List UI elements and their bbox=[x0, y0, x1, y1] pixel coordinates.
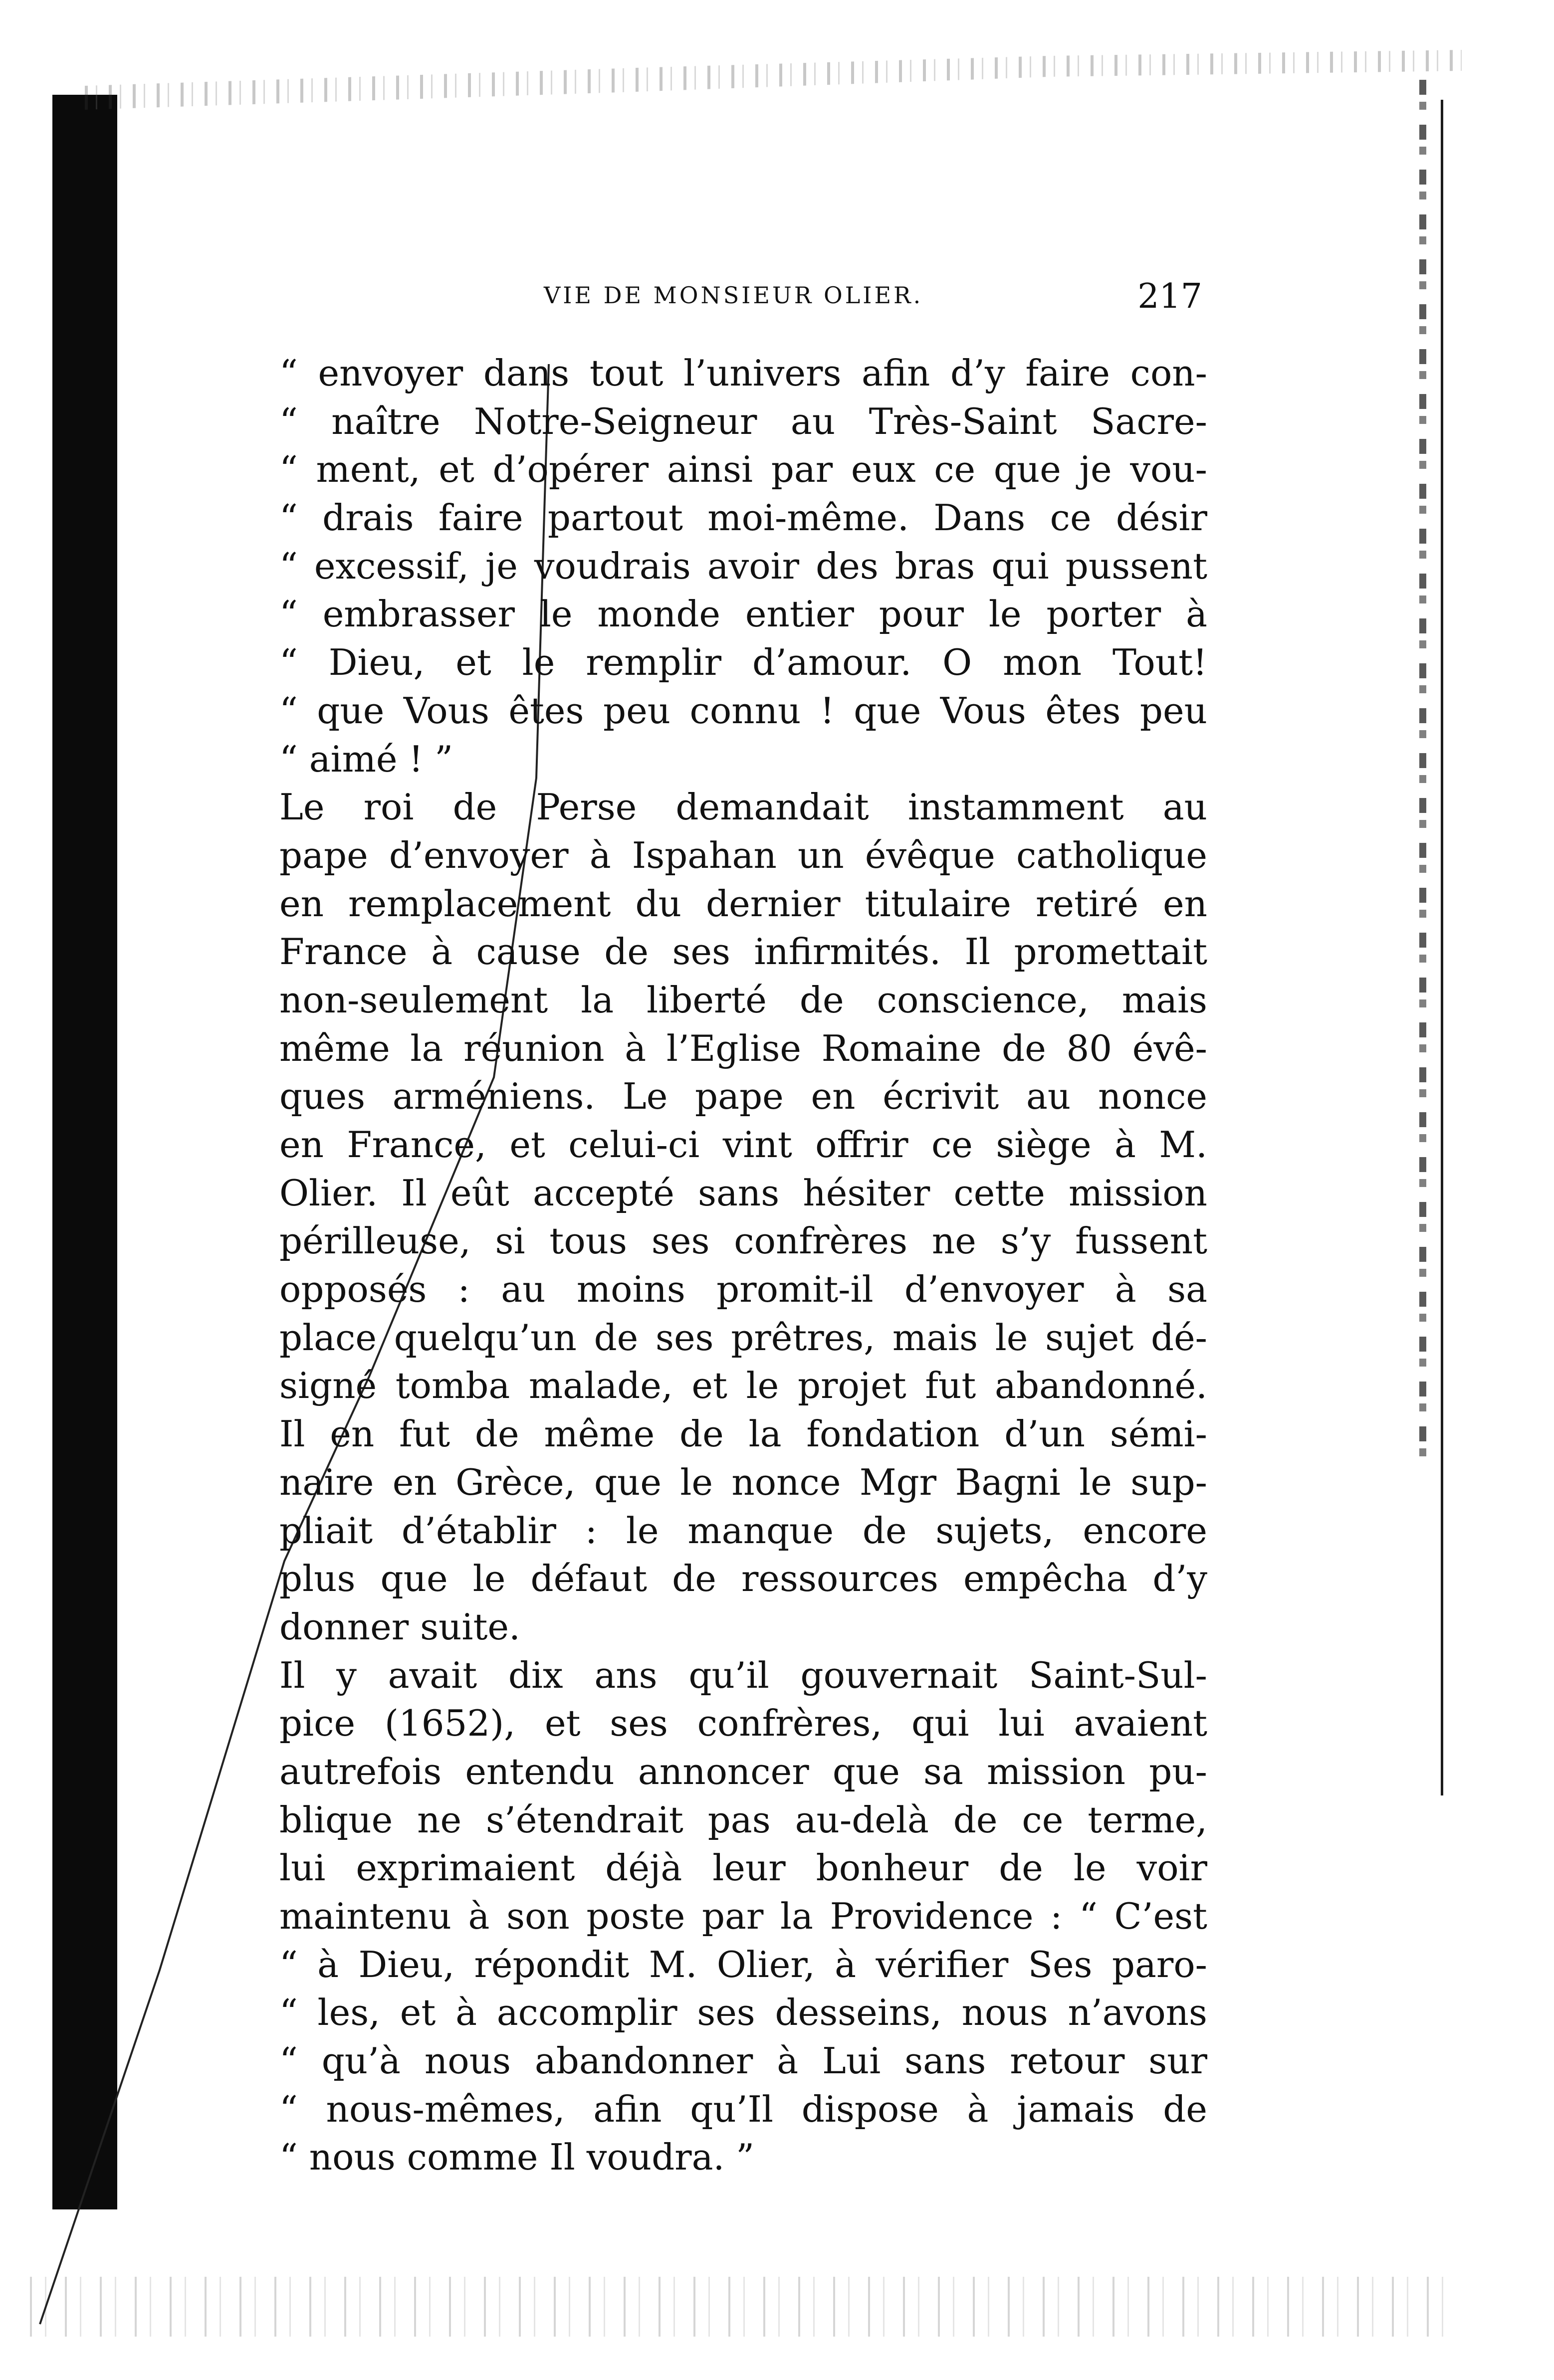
scan-line-right bbox=[1441, 100, 1443, 1795]
running-head bbox=[544, 277, 1202, 317]
text-line: autrefois entendu annoncer que sa mission pu- bbox=[279, 1750, 1207, 1792]
text-line: “ Dieu, et le remplir d’amour. O mon Tout! bbox=[279, 641, 1207, 684]
text-line: pliait d’établir : le manque de sujets, encore bbox=[279, 1509, 1207, 1552]
text-line: France à cause de ses infirmités. Il promettait bbox=[279, 931, 1207, 973]
text-line: “ aimé ! ” bbox=[279, 738, 453, 780]
text-line: “ envoyer dans tout l’univers afin d’y faire con- bbox=[279, 352, 1207, 394]
text-line: blique ne s’étendrait pas au-delà de ce terme, bbox=[279, 1798, 1207, 1841]
text-line: opposés : au moins promit-il d’envoyer à sa bbox=[279, 1268, 1207, 1311]
text-line: “ ment, et d’opérer ainsi par eux ce que je vou- bbox=[279, 448, 1207, 491]
page-number: 217 bbox=[1137, 277, 1202, 316]
text-line: non-seulement la liberté de conscience, mais bbox=[279, 979, 1207, 1021]
scan-binding-shadow bbox=[52, 95, 117, 2209]
text-line: “ excessif, je voudrais avoir des bras qui pussent bbox=[279, 545, 1207, 587]
text-line: périlleuse, si tous ses confrères ne s’y fussent bbox=[279, 1220, 1207, 1262]
text-line: Le roi de Perse demandait instamment au bbox=[279, 786, 1207, 828]
text-line: même la réunion à l’Eglise Romaine de 80 évê- bbox=[279, 1027, 1207, 1069]
text-line: “ naître Notre-Seigneur au Très-Saint Sacre- bbox=[279, 400, 1207, 442]
scan-noise-top bbox=[85, 50, 1462, 110]
text-line: “ drais faire partout moi-même. Dans ce désir bbox=[279, 497, 1207, 539]
text-line: donner suite. bbox=[279, 1605, 520, 1648]
text-line: “ qu’à nous abandonner à Lui sans retour sur bbox=[279, 2040, 1207, 2082]
text-line: Il en fut de même de la fondation d’un sémi- bbox=[279, 1413, 1207, 1455]
text-line: maintenu à son poste par la Providence : “ C’est bbox=[279, 1895, 1207, 1937]
text-line: place quelqu’un de ses prêtres, mais le sujet dé- bbox=[279, 1316, 1207, 1359]
text-line: Il y avait dix ans qu’il gouvernait Saint-Sul- bbox=[279, 1654, 1207, 1696]
text-line: signé tomba malade, et le projet fut abandonné. bbox=[279, 1365, 1207, 1407]
text-line: “ que Vous êtes peu connu ! que Vous êtes peu bbox=[279, 689, 1207, 732]
text-line: “ nous-mêmes, afin qu’Il dispose à jamais de bbox=[279, 2088, 1207, 2130]
text-line: naire en Grèce, que le nonce Mgr Bagni le sup- bbox=[279, 1461, 1207, 1503]
scan-edge-right bbox=[1419, 80, 1426, 1456]
text-line: pice (1652), et ses confrères, qui lui avaient bbox=[279, 1702, 1207, 1745]
text-line: en remplacement du dernier titulaire retiré en bbox=[279, 882, 1207, 925]
text-line: lui exprimaient déjà leur bonheur de le voir bbox=[279, 1847, 1207, 1889]
scan-noise-bottom bbox=[30, 2277, 1457, 2337]
text-line: pape d’envoyer à Ispahan un évêque catholique bbox=[279, 834, 1207, 876]
text-line: “ les, et à accomplir ses desseins, nous n’avons bbox=[279, 1991, 1207, 2034]
text-line: plus que le défaut de ressources empêcha d’y bbox=[279, 1558, 1207, 1600]
text-line: “ nous comme Il voudra. ” bbox=[279, 2136, 755, 2179]
body-text bbox=[279, 349, 1207, 2182]
text-line: “ embrasser le monde entier pour le porter à bbox=[279, 593, 1207, 635]
text-line: en France, et celui-ci vint offrir ce siège à M. bbox=[279, 1124, 1207, 1166]
text-line: Olier. Il eût accepté sans hésiter cette mission bbox=[279, 1172, 1207, 1214]
text-line: “ à Dieu, répondit M. Olier, à vérifier Ses paro- bbox=[279, 1943, 1207, 1985]
running-head-title: VIE DE MONSIEUR OLIER. bbox=[544, 282, 923, 309]
text-line: ques arméniens. Le pape en écrivit au nonce bbox=[279, 1075, 1207, 1118]
